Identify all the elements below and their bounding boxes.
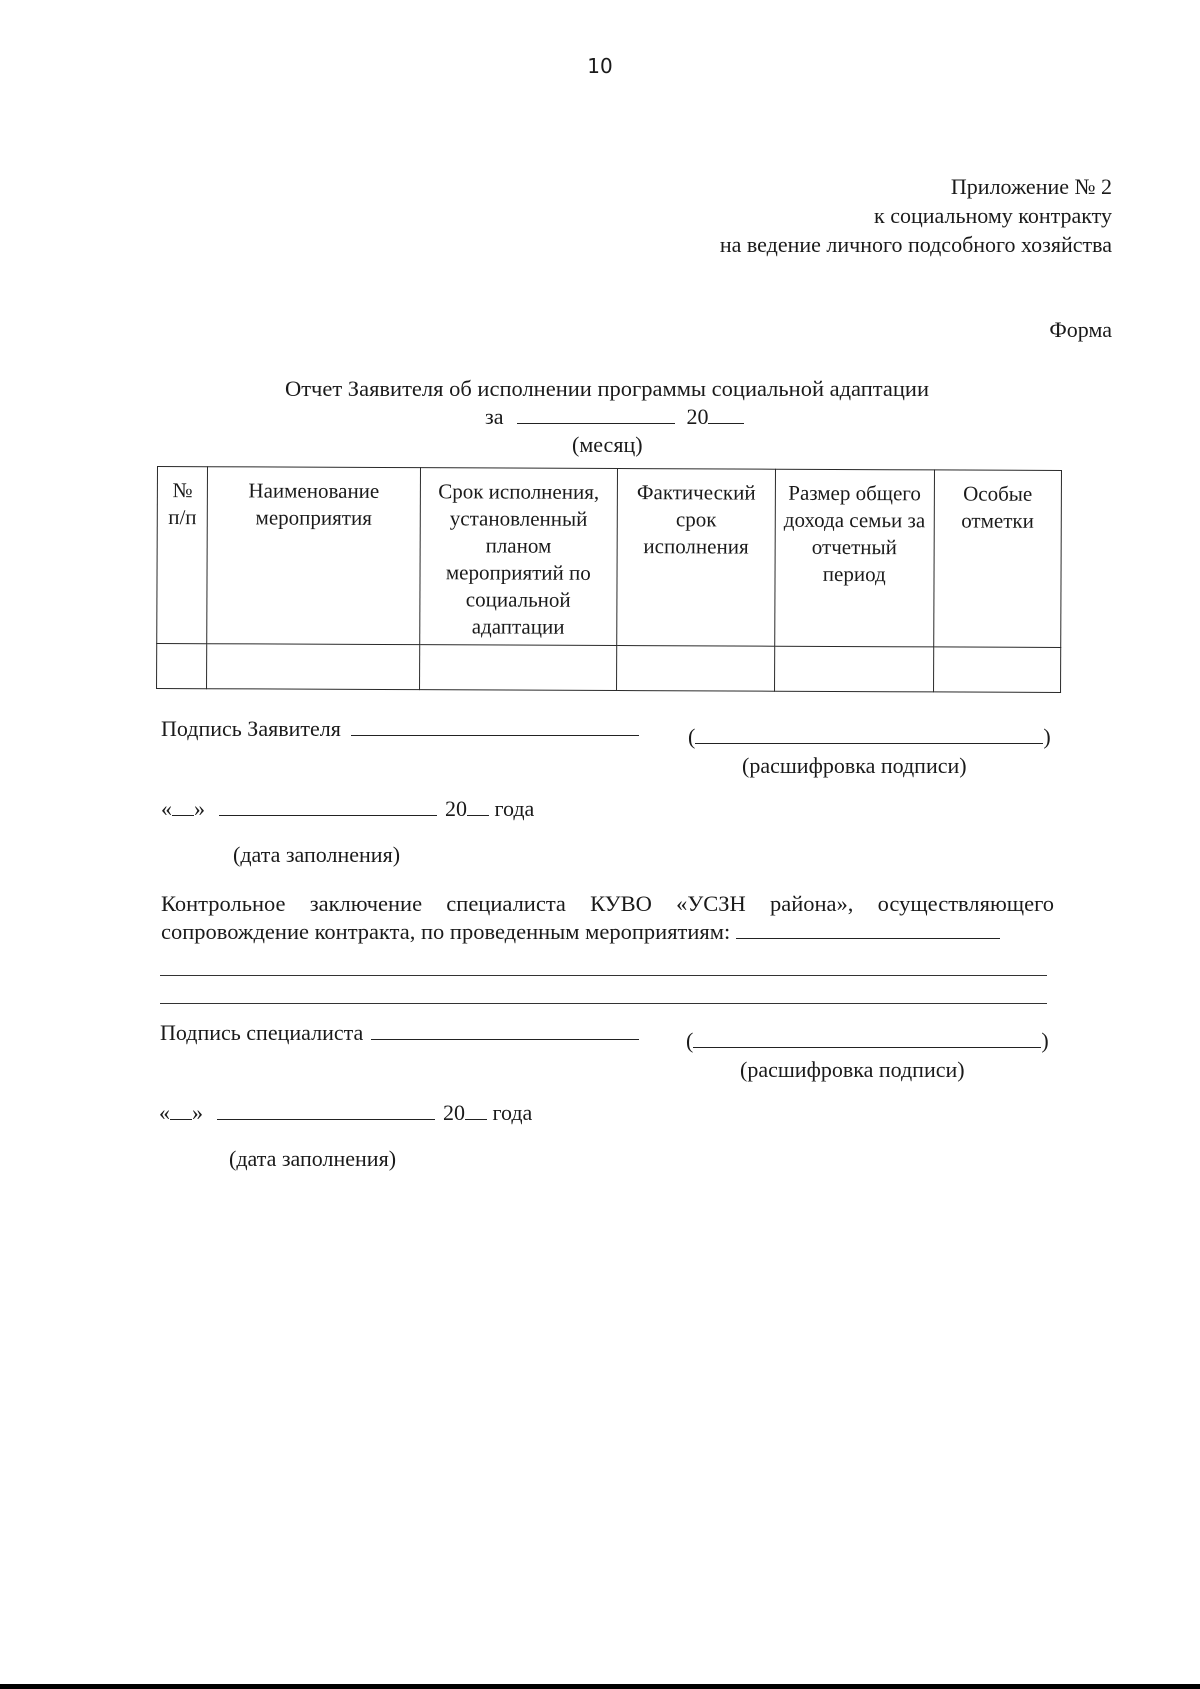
appendix-line-2: к социальному контракту <box>874 203 1112 228</box>
applicant-year-field[interactable] <box>467 814 489 816</box>
paren-open: ( <box>688 724 696 749</box>
applicant-date-caption: (дата заполнения) <box>233 842 401 867</box>
table-cell[interactable] <box>616 646 774 692</box>
specialist-month-field[interactable] <box>217 1118 435 1120</box>
specialist-year-field[interactable] <box>465 1118 487 1120</box>
applicant-signature-row <box>161 716 639 742</box>
specialist-date-caption: (дата заполнения) <box>229 1146 397 1171</box>
table-cell[interactable] <box>419 645 616 691</box>
col-header-family-income: Размер общего дохода семьи за отчетный период <box>775 469 934 647</box>
form-label: Форма <box>1049 317 1112 342</box>
applicant-date-row <box>161 796 534 822</box>
specialist-day-field[interactable] <box>170 1118 192 1120</box>
appendix-header <box>720 172 1112 259</box>
quote-open: « <box>159 1100 170 1125</box>
year-prefix: 20 <box>443 1100 465 1125</box>
applicant-signature-label: Подпись Заявителя <box>161 716 341 741</box>
col-header-activity: Наименование мероприятия <box>207 467 420 645</box>
specialist-signature-row <box>160 1020 639 1046</box>
conclusion-field[interactable] <box>736 937 1000 939</box>
paren-open: ( <box>686 1028 694 1053</box>
specialist-decode-caption: (расшифровка подписи) <box>740 1057 965 1082</box>
month-field[interactable] <box>517 422 675 424</box>
period-year: 20 <box>686 404 709 429</box>
paren-close: ) <box>1041 1028 1049 1053</box>
quote-close: » <box>192 1100 203 1125</box>
report-table <box>156 466 1062 693</box>
table-cell[interactable] <box>774 646 933 692</box>
table-cell[interactable] <box>157 644 207 689</box>
table-header-row <box>157 467 1062 648</box>
applicant-signature-field[interactable] <box>351 734 639 736</box>
conclusion-text: Контрольное заключение специалиста КУВО «УСЗН района», осуществляющего сопровождение контракта, по проведенным мероприятиям: <box>161 891 1054 944</box>
applicant-name-line <box>695 742 1043 744</box>
table-cell[interactable] <box>207 644 420 690</box>
month-caption: (месяц) <box>572 432 643 457</box>
quote-close: » <box>194 796 205 821</box>
specialist-conclusion <box>161 890 1054 946</box>
scan-bottom-edge <box>0 1684 1200 1689</box>
applicant-name-decode-field[interactable] <box>688 724 1051 750</box>
year-suffix: года <box>492 1100 533 1125</box>
specialist-signature-field[interactable] <box>371 1038 639 1040</box>
year-field[interactable] <box>708 422 744 424</box>
year-prefix: 20 <box>445 796 467 821</box>
page-number: 10 <box>587 54 613 78</box>
col-header-actual-deadline: Фактический срок исполнения <box>617 469 776 647</box>
quote-open: « <box>161 796 172 821</box>
table-cell[interactable] <box>933 647 1061 693</box>
year-suffix: года <box>494 796 535 821</box>
paren-close: ) <box>1043 724 1051 749</box>
specialist-signature-label: Подпись специалиста <box>160 1020 364 1045</box>
applicant-day-field[interactable] <box>172 814 194 816</box>
report-title: Отчет Заявителя об исполнении программы социальной адаптации <box>284 376 930 401</box>
applicant-month-field[interactable] <box>219 814 437 816</box>
appendix-line-1: Приложение № 2 <box>950 174 1112 199</box>
col-header-number: № п/п <box>157 467 208 644</box>
col-header-planned-deadline: Срок исполнения, установленный планом мероприятий по социальной адаптации <box>419 468 617 646</box>
report-period-line <box>485 404 744 430</box>
table-row <box>157 644 1061 693</box>
specialist-name-decode-field[interactable] <box>686 1028 1049 1054</box>
conclusion-line-2[interactable] <box>160 1003 1047 1004</box>
applicant-decode-caption: (расшифровка подписи) <box>742 753 967 778</box>
period-prefix: за <box>485 404 504 429</box>
appendix-line-3: на ведение личного подсобного хозяйства <box>719 232 1112 257</box>
col-header-notes: Особые отметки <box>933 470 1061 648</box>
conclusion-line-1[interactable] <box>160 975 1047 976</box>
specialist-name-line <box>693 1046 1041 1048</box>
specialist-date-row <box>159 1100 532 1126</box>
